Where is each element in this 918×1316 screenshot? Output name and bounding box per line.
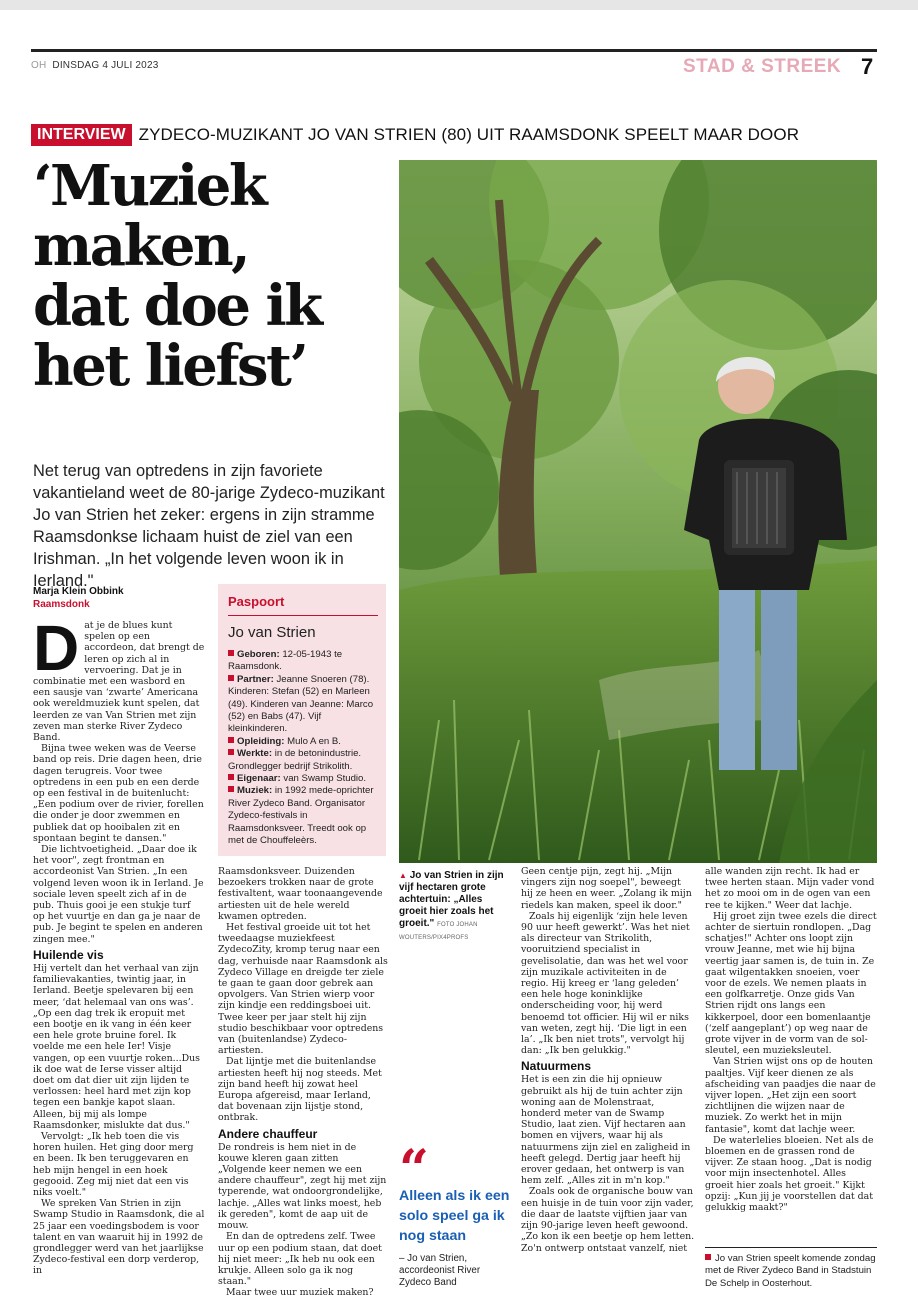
quote-mark-icon: “ [399, 1139, 429, 1200]
bullet-square-icon [228, 774, 234, 780]
paragraph: Het is een zin die hij opnieuw gebruikt als hij de tuin achter zijn woning aan de Molenstraat, honderd meter van de Swamp Studio, laat zien. Vijf hectaren aan bomen en vijvers, waar hij als natuurmens zijn ziel en zaligheid in heeft gelegd. Dertig jaar heeft hij erover gedaan, het ontwerp is van hem zelf. „Alles zit in m'n kop." [521, 1074, 691, 1187]
subhead: Andere chauffeur [218, 1126, 318, 1141]
edition-code: OH [31, 60, 47, 71]
subhead: Huilende vis [33, 947, 104, 962]
drop-cap: D [33, 612, 80, 684]
garden-photo-illustration [399, 160, 877, 863]
paragraph: Dat lijntje met die buitenlandse artiesten heeft hij nog steeds. Met zijn band heeft hij zowat heel Europa afgereisd, maar Ierland, dat bovenaan zijn lijstje stond, ontbrak. [218, 1056, 382, 1124]
author-name: Marja Klein Obbink [33, 586, 124, 597]
headline [33, 153, 393, 399]
paragraph: Vervolgt: „Ik heb toen die vis horen huilen. Het ging door merg en been. Ik ben teruggevaren en heb mijn hengel in een hoek gegooid. Zeg mij niet dat een vis niks voelt." [33, 1130, 194, 1198]
article-column-4 [705, 866, 877, 1213]
paspoort-item: Eigenaar: van Swamp Studio. [228, 773, 378, 785]
end-note [705, 1247, 877, 1290]
paragraph: alle wanden zijn recht. Ik had er twee herten staan. Mijn vader vond het zo mooi om in de ogen van een ree te kijken." Weer dat lachje. [705, 866, 875, 911]
quote-attribution: – Jo van Strien, accordeonist River Zydeco Band [399, 1253, 481, 1288]
caption-text: Jo van Strien in zijn vijf hectaren grote achtertuin: „Alles groeit hier zoals het groeit." [399, 870, 504, 929]
paragraph: Hij groet zijn twee ezels die direct achter de siertuin rondlopen. „Dag schatjes!" Achter ons loopt zijn vrouw Jeanne, met wie hij bijna veertig jaar samen is, de tuin in. Ze gaat wilgentakken snoeien, voer voor de ezels. We nemen plaats in een golfkarretje. Onze gids Van Strien rijdt ons langs een kikkerpoel, door een bomenlaantje (‘zelf aangeplant’) op weg naar de grote vijver in de vorm van de sol-sleutel, een muzieksleutel. [705, 910, 877, 1057]
publication-date: DINSDAG 4 JULI 2023 [52, 60, 159, 71]
paragraph: Die lichtvoetigheid. „Daar doe ik het voor", zegt frontman en accordeonist Van Strien. „In een volgend leven woon ik in Ierland. Je sociale leven speelt zich af in de pub. Thuis gooi je een stukje turf op het vuurtje en dan ga je naar de pub. Je begint te spelen en anderen zingen mee." [33, 844, 204, 945]
paragraph: at je de blues kunt spelen op een accordeon, dat brengt de leren op zich al in vervoering. Dat je in combinatie met een wasbord en een sausje van ‘zwarte’ Americana ook wereldmuziek kunt spelen, dat leerden ze van Van Strien met zijn zeven man sterke River Zydeco Band. [33, 620, 205, 744]
end-note-text: Jo van Strien speelt komende zondag met de River Zydeco Band in Stadstuin De Schelp in Oosterhout. [705, 1253, 876, 1289]
paspoort-box [218, 584, 386, 856]
paspoort-item: Werkte: in de betonindustrie. Grondlegger bedrijf Strikolith. [228, 748, 362, 772]
paragraph: Geen centje pijn, zegt hij. „Mijn vingers zijn nog soepel", beweegt hij ze heen en weer. „Zolang ik mijn riedels kan maken, speel ik door." [521, 866, 692, 911]
paragraph: De waterlelies bloeien. Net als de bloemen en de grassen rond de vijver. Ze staan hoog. „Dat is nodig voor mijn insectenhotel. Alles groeit hier zoals het groeit." Kijkt opzij: „Kun jij je voorstellen dat dat gelukkig maakt?" [705, 1134, 874, 1214]
section-title: STAD & STREEK [683, 56, 842, 77]
quote-text: Alleen als ik een solo speel ga ik nog staan [399, 1188, 510, 1244]
pull-quote [399, 1139, 511, 1289]
paragraph: En dan de optredens zelf. Twee uur op een podium staan, dat doet hij niet meer: „Ik heb nu ook een krukje. Alleen solo ga ik nog staan." [218, 1231, 382, 1288]
caption-triangle-icon: ▲ [399, 871, 407, 880]
headline-line: ‘Muziek [33, 153, 266, 219]
lead-paragraph: Net terug van optredens in zijn favoriete vakantieland weet de 80-jarige Zydeco-muzikant Jo van Strien het zeker: ergens in zijn stramme Raamsdonkse lichaam huist de ziel van een Irishman. „In het volgende leven woon ik in Ierland." [33, 462, 385, 590]
page-header-date [31, 60, 158, 71]
article-column-1 [33, 612, 205, 1277]
byline [33, 585, 124, 611]
headline-line: het liefst’ [33, 333, 307, 399]
paspoort-title: Paspoort [228, 594, 378, 616]
photo-caption [399, 870, 511, 944]
interview-tag: INTERVIEW [31, 124, 132, 146]
headline-line: dat doe ik [33, 273, 321, 339]
page-number: 7 [861, 54, 874, 79]
paragraph: Raamsdonksveer. Duizenden bezoekers trokken naar de grote festivaltent, waar toonaangevende artiesten uit de hele wereld kwamen optreden. [218, 866, 383, 922]
paragraph: Zoals ook de organische bouw van een huisje in de tuin voor zijn vader, die daar de laatste vijftien jaar van zijn 90-jarige leven heeft gewoond. „Zo kon ik een beetje op hem letten. Zo'n ontwerp ontstaat vanzelf, niet [521, 1186, 695, 1254]
bullet-square-icon [228, 749, 234, 755]
kicker [31, 124, 799, 146]
paragraph: Het festival groeide uit tot het tweedaagse muziekfeest ZydecoZity, kromp terug naar een dag, verhuisde naar Raamsdonk als Zydeco Village en dreigde ter ziele te gaan te gaan door gebrek aan opvolgers. Van Strien wierp voor zijn kindje een reddingsboei uit. Twee keer per jaar stelt hij zijn studio beschikbaar voor optredens van (buitenlandse) Zydeco-artiesten. [218, 922, 388, 1057]
article-column-3 [521, 866, 695, 1254]
header-rule [31, 49, 877, 52]
paspoort-item: Opleiding: Mulo A en B. [228, 736, 378, 748]
paragraph: Hij vertelt dan het verhaal van zijn familievakanties, twintig jaar, in Ierland. Beetje spelevaren bij een meer, ‘dat helemaal van ons was’. „Op een dag trek ik eropuit met een bootje en ik vang in één keer een hele grote bruine forel. Ik voelde me een hele Ier! Visje vangen, op een vuurtje roken...Dus ik doe wat de Ierse visser altijd doet om dat dier uit zijn lijden te verlossen: heel hard met zijn kop tegen een bankje kapot slaan. Alleen, bij mij als lompe Raamsdonker, mislukte dat dus." [33, 962, 200, 1131]
paspoort-item: Partner: Jeanne Snoeren (78). Kinderen: Stefan (52) en Marleen (49). Kinderen van Jeanne: Marco (52) en Babs (47). Vijf kleinkinderen. [228, 673, 374, 735]
bullet-square-icon [228, 737, 234, 743]
bullet-square-icon [228, 675, 234, 681]
paragraph: We spreken Van Strien in zijn Swamp Studio in Raamsdonk, die al 25 jaar een voedingsbodem is voor talent en van waaruit hij in 1992 de grondlegger werd van het jaarlijkse Zydeco-festival een dorp verderop, in [33, 1198, 205, 1277]
kicker-text: ZYDECO-MUZIKANT JO VAN STRIEN (80) UIT RAAMSDONK SPEELT MAAR DOOR [138, 125, 800, 144]
paragraph: Bijna twee weken was de Veerse band op reis. Drie dagen heen, drie dagen terugreis. Voor twee optredens in een pub en een derde op een festival in de buitenlucht: „Een podium over de rivier, forellen die onder je door zwemmen en publiek dat op hooibalen zit en spontaan begint te dansen." [33, 743, 204, 844]
photo-credit: FOTO JOHAN WOUTERS/PIX4PROFS [399, 922, 478, 941]
paspoort-item: Geboren: 12-05-1943 te Raamsdonk. [228, 649, 343, 673]
dateline-place: Raamsdonk [33, 599, 90, 610]
bullet-square-icon [228, 786, 234, 792]
paragraph: Zoals hij eigenlijk ‘zijn hele leven 90 uur heeft gewerkt’. Was het niet als directeur van Strikolith, vooruitziend specialist in gevelisolatie, dan was het wel voor zijn muzikale activiteiten in de regio. Hij kreeg er ‘lang geleden’ een hele hoge koninklijke onderscheiding voor, hij werd benoemd tot officier. Hij wil er niks van weten, zegt hij. ‘Die ligt in een la’. „Ik ben niet trots", vervolgt hij dan: „Ik ben gelukkig." [521, 910, 690, 1057]
paspoort-item: Muziek: in 1992 mede-oprichter River Zydeco Band. Organisator Zydeco-festivals in Raamsdonksveer. Treedt ook op met de Chouffeleèrs. [228, 785, 374, 847]
bullet-square-icon [228, 650, 234, 656]
bullet-square-icon [705, 1254, 711, 1260]
article-column-2 [218, 866, 388, 1299]
paspoort-name: Jo van Strien [228, 624, 316, 641]
article-photo [399, 160, 877, 863]
subhead: Natuurmens [521, 1059, 592, 1074]
top-strip [0, 0, 918, 10]
headline-line: maken, [33, 213, 249, 279]
paragraph: Maar twee uur muziek maken? [226, 1287, 374, 1299]
paragraph: De rondreis is hem niet in de kouwe kleren gaan zitten „Volgende keer nemen we een andere chauffeur", zegt hij met zijn typerende, wat ondoorgrondelijke, lachje. „Alles wat links moest, heb ik gereden", komt de aap uit de mouw. [218, 1141, 387, 1232]
paragraph: Van Strien wijst ons op de houten paaltjes. Vijf keer dienen ze als afscheiding van paadjes die naar de vijver lopen. „Het zijn een soort zichtlijnen die wijzen naar de muziek. Zo werkt het in mijn fantasie", komt dat lachje weer. [705, 1056, 876, 1135]
